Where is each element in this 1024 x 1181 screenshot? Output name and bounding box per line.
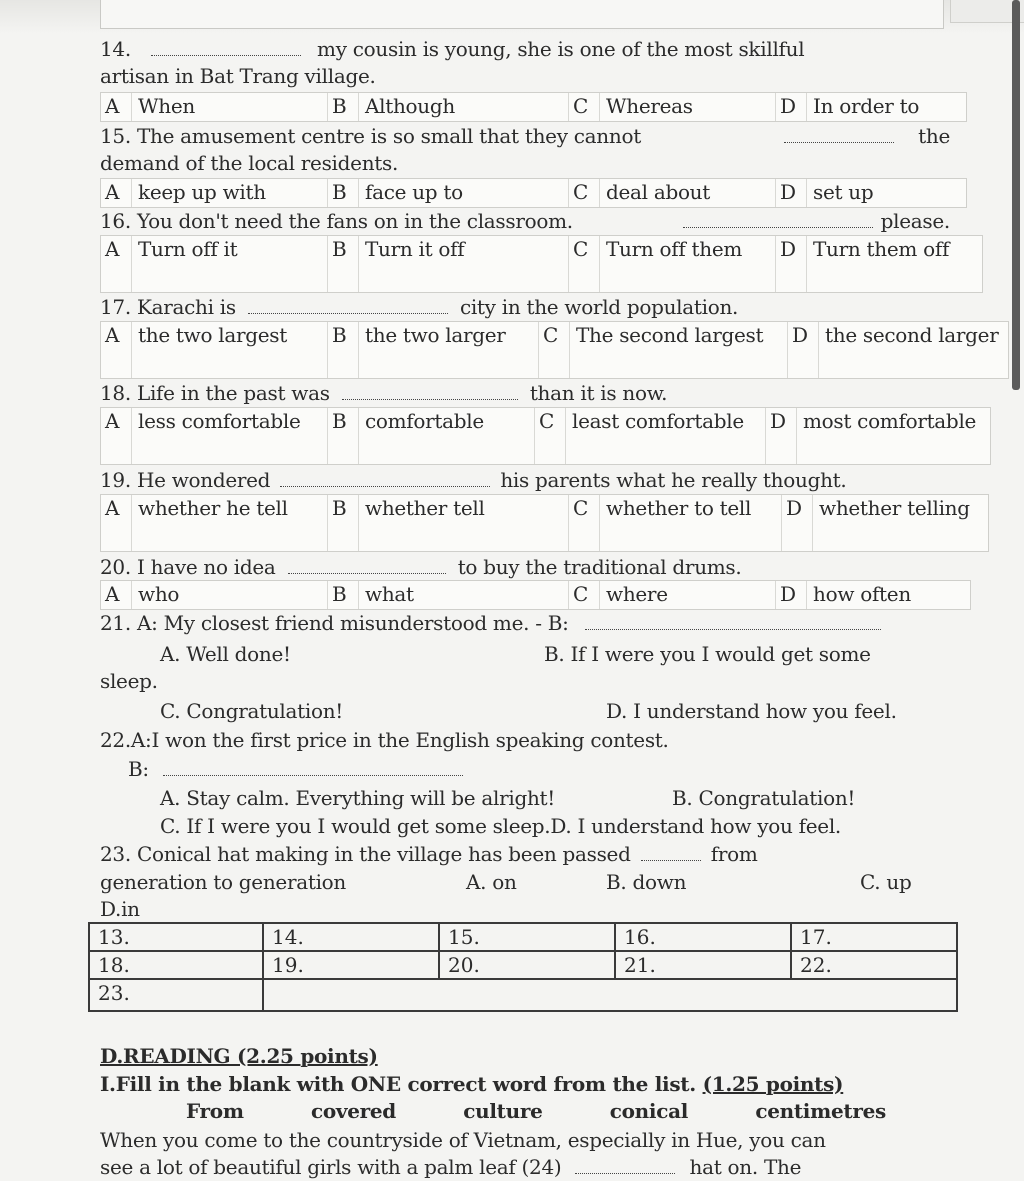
option-b[interactable]: B Turn it off (328, 236, 569, 292)
option-c[interactable]: C least comfortable (535, 408, 766, 464)
word-item: From (186, 1099, 244, 1123)
answer-blank[interactable] (575, 1159, 675, 1174)
option-a[interactable]: A Turn off it (101, 236, 328, 292)
option-d[interactable]: D most comfortable (766, 408, 990, 464)
q23-option-d[interactable]: D.in (100, 897, 140, 921)
answer-cell[interactable]: 20. (439, 951, 615, 979)
option-a[interactable]: A whether he tell (101, 495, 328, 551)
option-a[interactable]: A who (101, 581, 328, 609)
section-heading: D.READING (2.25 points) (100, 1044, 378, 1068)
word-item: culture (463, 1099, 543, 1123)
q21-option-b-cont: sleep. (100, 669, 158, 693)
question-14 (100, 35, 950, 63)
table-row (89, 923, 957, 951)
question-14-line2: artisan in Bat Trang village. (100, 64, 376, 88)
q19-options (100, 494, 989, 552)
answer-cell[interactable]: 14. (263, 923, 439, 951)
q22-b-label: B: (128, 755, 463, 783)
answer-cell[interactable]: 23. (89, 979, 263, 1011)
option-c[interactable]: C Turn off them (569, 236, 776, 292)
word-item: centimetres (755, 1099, 886, 1123)
answer-cell[interactable]: 18. (89, 951, 263, 979)
option-a[interactable]: A the two largest (101, 322, 328, 378)
q21-option-c[interactable]: C. Congratulation! (160, 699, 344, 723)
question-15: 15. The amusement centre is so small that they cannot the (100, 124, 950, 148)
question-22: 22.A:I won the first price in the English speaking contest. (100, 728, 669, 752)
answer-cell[interactable] (263, 979, 957, 1011)
passage-line-1: When you come to the countryside of Vietnam, especially in Hue, you can (100, 1128, 826, 1152)
answer-blank[interactable] (784, 128, 894, 143)
option-c[interactable]: C whether to tell (569, 495, 782, 551)
q22-option-a[interactable]: A. Stay calm. Everything will be alright! (160, 786, 556, 810)
word-item: conical (609, 1099, 689, 1123)
answer-blank[interactable] (248, 299, 448, 314)
previous-page-edge (100, 0, 944, 29)
option-d[interactable]: D set up (776, 179, 966, 207)
option-b[interactable]: B comfortable (328, 408, 535, 464)
table-row (89, 979, 957, 1011)
q16-options (100, 235, 983, 293)
option-d[interactable]: D Turn them off (776, 236, 982, 292)
answer-blank[interactable] (585, 615, 881, 630)
q22-option-b[interactable]: B. Congratulation! (672, 786, 856, 810)
answer-cell[interactable]: 13. (89, 923, 263, 951)
answer-cell[interactable]: 17. (791, 923, 957, 951)
question-number: 14. (100, 37, 131, 61)
q22-option-cd[interactable]: C. If I were you I would get some sleep.D. I understand how you feel. (160, 814, 841, 838)
option-a[interactable]: A When (101, 93, 328, 121)
answer-cell[interactable]: 21. (615, 951, 791, 979)
answer-cell[interactable]: 22. (791, 951, 957, 979)
option-b[interactable]: B what (328, 581, 569, 609)
answer-blank[interactable] (280, 472, 490, 487)
question-23: 23. Conical hat making in the village has been passed from (100, 842, 758, 866)
answer-cell[interactable]: 15. (439, 923, 615, 951)
q17-options (100, 321, 1009, 379)
question-21: 21. A: My closest friend misunderstood me. - B: (100, 609, 950, 637)
q14-options (100, 92, 967, 122)
option-d[interactable]: D whether telling (782, 495, 988, 551)
passage-line-2: see a lot of beautiful girls with a palm leaf (24) hat on. The (100, 1155, 802, 1179)
q15-options (100, 178, 967, 208)
answer-cell[interactable]: 19. (263, 951, 439, 979)
option-b[interactable]: B face up to (328, 179, 569, 207)
answer-blank[interactable] (163, 761, 463, 776)
question-18: 18. Life in the past was than it is now. (100, 381, 668, 405)
question-16: 16. You don't need the fans on in the classroom. please. (100, 209, 950, 233)
question-19: 19. He wondered his parents what he really thought. (100, 468, 847, 492)
q23-option-a[interactable]: A. on (466, 870, 517, 894)
option-d[interactable]: D how often (776, 581, 970, 609)
q23-option-b[interactable]: B. down (606, 870, 687, 894)
q20-options (100, 580, 971, 610)
table-row (89, 951, 957, 979)
q21-option-d[interactable]: D. I understand how you feel. (606, 699, 897, 723)
option-d[interactable]: D In order to (776, 93, 966, 121)
q23-option-c[interactable]: C. up (860, 870, 912, 894)
q21-option-b[interactable]: B. If I were you I would get some (544, 642, 871, 666)
option-d[interactable]: D the second larger (788, 322, 1008, 378)
answer-blank[interactable] (641, 846, 701, 861)
question-20: 20. I have no idea to buy the traditional drums. (100, 555, 742, 579)
option-c[interactable]: C The second largest (539, 322, 788, 378)
option-a[interactable]: A less comfortable (101, 408, 328, 464)
word-list (186, 1097, 886, 1125)
answer-blank[interactable] (288, 559, 446, 574)
question-23-line2: generation to generation (100, 870, 346, 894)
question-15-line2: demand of the local residents. (100, 151, 399, 175)
option-a[interactable]: A keep up with (101, 179, 328, 207)
option-b[interactable]: B Although (328, 93, 569, 121)
answer-table (88, 922, 958, 1012)
answer-blank[interactable] (683, 213, 873, 228)
scrollbar[interactable] (1012, 0, 1020, 390)
q21-option-a[interactable]: A. Well done! (160, 642, 291, 666)
option-b[interactable]: B the two larger (328, 322, 539, 378)
question-text: my cousin is young, she is one of the most skillful (317, 37, 805, 61)
option-b[interactable]: B whether tell (328, 495, 569, 551)
question-17: 17. Karachi is city in the world population. (100, 295, 739, 319)
option-c[interactable]: C deal about (569, 179, 776, 207)
answer-blank[interactable] (342, 385, 518, 400)
word-item: covered (310, 1099, 396, 1123)
option-c[interactable]: C where (569, 581, 776, 609)
option-c[interactable]: C Whereas (569, 93, 776, 121)
q18-options (100, 407, 991, 465)
answer-blank[interactable] (151, 41, 301, 56)
answer-cell[interactable]: 16. (615, 923, 791, 951)
task-instruction: I.Fill in the blank with ONE correct word from the list. (1.25 points) (100, 1072, 844, 1096)
